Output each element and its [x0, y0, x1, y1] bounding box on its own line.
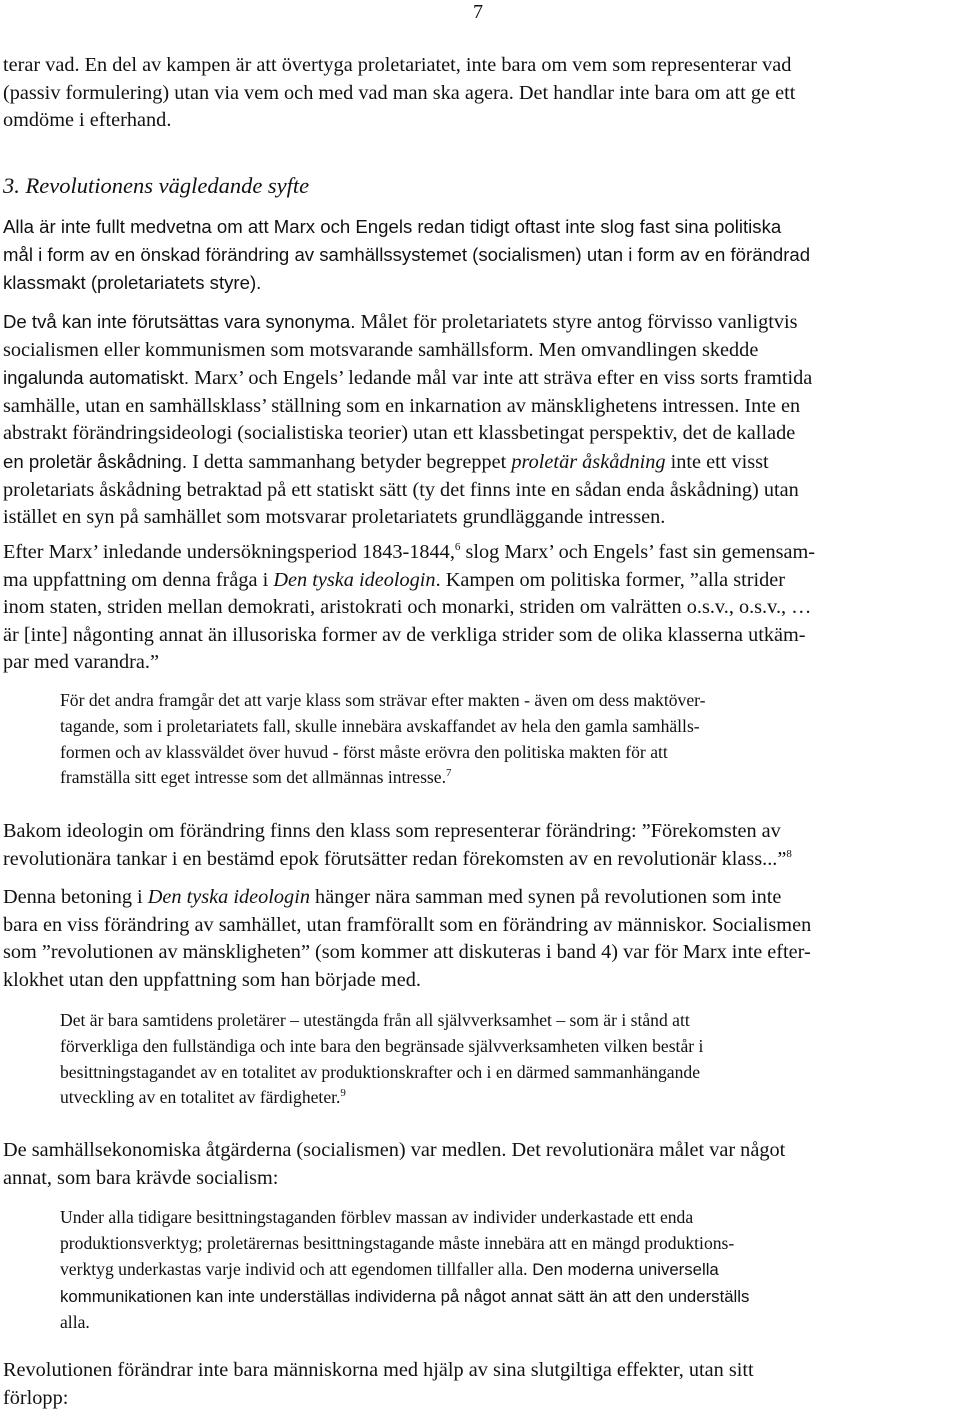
text-fragment: framställa sitt eget intresse som det allmännas intresse. [60, 767, 446, 788]
quote-line: tagande, som i proletariatets fall, skulle innebära avskaffandet av hela den gamla samhälls- [60, 715, 700, 736]
quote-line: besittningstagandet av en totalitet av produktionskrafter och i en därmed sammanhängande [60, 1061, 701, 1082]
text-fragment: ma uppfattning om denna fråga i [3, 568, 274, 591]
paragraph-line: klassmakt (proletariatets styre). [3, 272, 262, 294]
quote-line: kommunikationen kan inte underställas individerna på något annat sätt än att den underställs [60, 1287, 750, 1307]
paragraph-line: mål i form av en önskad förändring av samhällssystemet (socialismen) utan i form av en förändrad [3, 244, 811, 266]
emphasis: proletär åskådning [511, 450, 666, 473]
paragraph-line [3, 364, 812, 393]
intro-paragraph [3, 52, 795, 135]
text-fragment: revolutionära tankar i en bestämd epok förutsätter redan förekomsten av en revolutionär klass...” [3, 847, 787, 870]
footnote-ref: 9 [340, 1087, 346, 1100]
block-quote-3 [60, 1205, 749, 1336]
intro-line: (passiv formulering) utan via vem och med vad man ska agera. Det handlar inte bara om att ge ett [3, 81, 796, 104]
paragraph-line: klokhet utan den uppfattning som han började med. [3, 968, 421, 991]
footnote-ref: 7 [445, 767, 452, 780]
paragraph-line: bara en viss förändring av samhället, utan framförallt som en förändring av människor. Socialismen [3, 913, 812, 936]
paragraph-line: annat, som bara krävde socialism: [3, 1166, 279, 1189]
block-quote-1 [60, 688, 706, 791]
serif-fragment: inte ett visst [665, 450, 769, 473]
paragraph-line [3, 884, 811, 912]
paragraph-line: förlopp: [3, 1386, 69, 1409]
paragraph-line: par med varandra.” [3, 651, 159, 674]
emphasis: Den tyska ideologin [273, 568, 436, 591]
text-fragment: Efter Marx’ inledande undersökningsperiod 1843-1844, [3, 541, 455, 563]
page-number: 7 [473, 1, 483, 23]
sans-fragment: ingalunda automatiskt. [3, 367, 190, 389]
serif-fragment: Marx’ och Engels’ ledande mål var inte att sträva efter en viss sorts framtida [189, 367, 813, 390]
paragraph-line: socialismen eller kommunismen som motsvarande samhällsform. Men omvandlingen skedde [3, 338, 759, 361]
text-fragment: Denna betoning i [3, 886, 148, 908]
paragraph-line: som ”revolutionen av mänskligheten” (som kommer att diskuteras i band 4) var för Marx inte efter- [3, 941, 811, 964]
paragraph-line [3, 308, 812, 337]
quote-line [60, 1085, 703, 1111]
paragraph-4 [3, 818, 792, 873]
paragraph-line [3, 539, 815, 567]
quote-line: alla. [60, 1311, 90, 1332]
paragraph-3 [3, 539, 815, 677]
block-quote-2 [60, 1008, 703, 1111]
paragraph-line: proletariats åskådning betraktad på ett statiskt sätt (ty det finns inte en sådan enda åskådning) utan [3, 478, 799, 501]
section-heading: 3. Revolutionens vägledande syfte [3, 173, 310, 198]
text-fragment: verktyg underkastas varje individ och att egendomen tillfaller alla. [60, 1259, 528, 1280]
paragraph-line [3, 567, 815, 595]
quote-line: förverkliga den fullständiga och inte bara den begränsade självverksamheten vilken består i [60, 1035, 704, 1056]
text-fragment: hänger nära samman med synen på revolutionen som inte [309, 886, 782, 908]
sans-fragment: Den moderna universella [527, 1260, 719, 1280]
emphasis: Den tyska ideologin [147, 886, 310, 908]
footnote-ref: 8 [786, 847, 792, 860]
paragraph-line: Alla är inte fullt medvetna om att Marx och Engels redan tidigt oftast inte slog fast sina politiska [3, 216, 782, 237]
paragraph-line: är [inte] någonting annat än illusoriska former av de verkliga strider som de olika klasserna utkäm- [3, 623, 806, 646]
paragraph-line [3, 846, 792, 874]
serif-fragment: I detta sammanhang betyder begreppet [187, 450, 512, 473]
text-fragment: . Kampen om politiska former, ”alla strider [435, 568, 786, 591]
paragraph-line: istället en syn på samhället som motsvarar proletariatets grundläggande intressen. [3, 506, 666, 529]
quote-line [60, 765, 706, 791]
paragraph-line: abstrakt förändringsideologi (socialistiska teorier) utan ett klassbetingat perspektiv, det de kallade [3, 422, 796, 445]
text-fragment: slog Marx’ och Engels’ fast sin gemensam- [460, 541, 816, 563]
sans-fragment: De två kan inte förutsättas vara synonyma. [3, 311, 356, 332]
quote-line: För det andra framgår det att varje klass som strävar efter makten - även om dess maktöver- [60, 690, 706, 710]
footnote-ref: 6 [454, 541, 461, 554]
paragraph-1 [3, 213, 810, 298]
quote-line: Under alla tidigare besittningstaganden förblev massan av individer underkastade ett enda [60, 1207, 694, 1227]
quote-line [60, 1256, 749, 1284]
paragraph-6 [3, 1137, 785, 1192]
paragraph-line: samhälle, utan en samhällsklass’ ställning som en inkarnation av mänsklighetens intressen. Inte en [3, 394, 801, 417]
paragraph-line: Bakom ideologin om förändring finns den klass som representerar förändring: ”Förekomsten av [3, 820, 781, 842]
sans-fragment: en proletär åskådning. [3, 450, 187, 472]
intro-line: omdöme i efterhand. [3, 109, 172, 132]
quote-line: produktionsverktyg; proletärernas besittningstagande måste innebära att en mängd produktions- [60, 1232, 735, 1253]
quote-line: formen och av klassväldet över huvud - först måste erövra den politiska makten för att [60, 741, 668, 762]
paragraph-line: De samhällsekonomiska åtgärderna (socialismen) var medlen. Det revolutionära målet var något [3, 1139, 786, 1161]
quote-line: Det är bara samtidens proletärer – utestängda från all självverksamhet – som är i stånd att [60, 1010, 690, 1030]
paragraph-7 [3, 1357, 754, 1412]
paragraph-5 [3, 884, 811, 994]
paragraph-line: Revolutionen förändrar inte bara människorna med hjälp av sina slutgiltiga effekter, utan sitt [3, 1359, 754, 1381]
text-fragment: utveckling av en totalitet av färdigheter. [60, 1087, 341, 1108]
intro-line: terar vad. En del av kampen är att övertyga proletariatet, inte bara om vem som representerar vad [3, 54, 792, 76]
paragraph-2 [3, 308, 812, 532]
serif-fragment: Målet för proletariatets styre antog förvisso vanligtvis [355, 311, 798, 333]
paragraph-line [3, 448, 812, 477]
paragraph-line: inom staten, striden mellan demokrati, aristokrati och monarki, striden om valrätten o.s.v., o.s.v., … [3, 596, 812, 619]
